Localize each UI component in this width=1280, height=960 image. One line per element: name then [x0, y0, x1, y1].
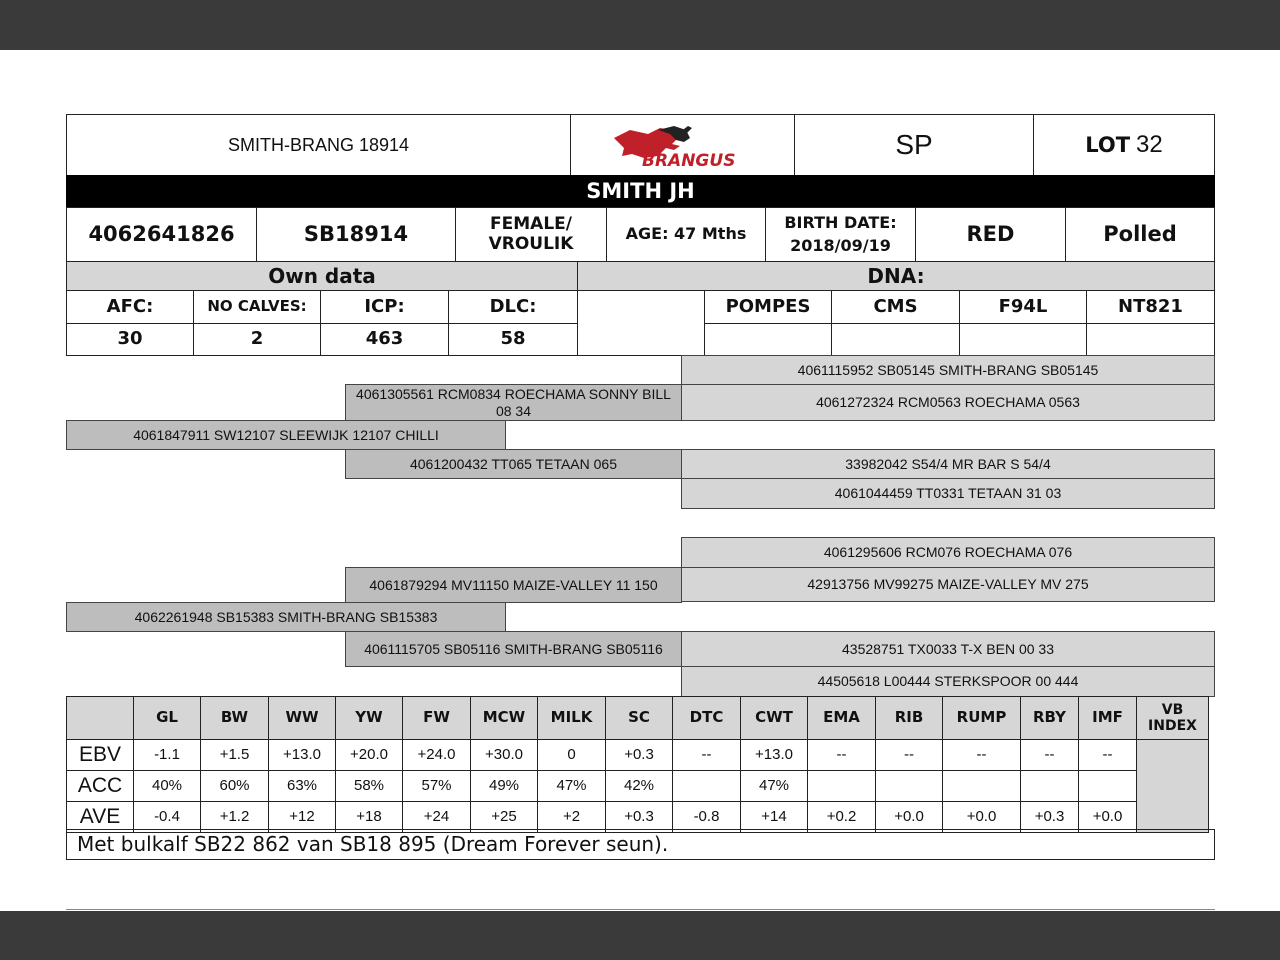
- horn-status: Polled: [1065, 207, 1215, 262]
- ebv-cell: 42%: [605, 770, 673, 802]
- birth-date-cell: [765, 207, 916, 262]
- ebv-header-cwt: CWT: [740, 696, 808, 740]
- ebv-header-ema: EMA: [807, 696, 876, 740]
- pedigree-sire: 4061847911 SW12107 SLEEWIJK 12107 CHILLI: [66, 420, 506, 450]
- ebv-cell: -0.4: [133, 801, 201, 833]
- dna-header-nt821: NT821: [1086, 290, 1215, 324]
- ebv-header-yw: YW: [335, 696, 403, 740]
- dna-blank: [577, 290, 705, 356]
- pedigree-sire-sire: 4061305561 RCM0834 ROECHAMA SONNY BILL 08 34: [345, 384, 682, 421]
- ebv-cell: 47%: [740, 770, 808, 802]
- bottom-bar: [0, 911, 1280, 960]
- sp-code: SP: [794, 114, 1034, 176]
- ebv-cell: 40%: [133, 770, 201, 802]
- ebv-cell: +2: [537, 801, 606, 833]
- ebv-header-imf: IMF: [1078, 696, 1137, 740]
- ebv-row-label: ACC: [66, 770, 134, 802]
- ebv-cell: +13.0: [268, 739, 336, 771]
- age: AGE: 47 Mths: [606, 207, 766, 262]
- own-value-icp: 463: [320, 323, 449, 356]
- lot-box: [1033, 114, 1215, 176]
- ebv-header-fw: FW: [402, 696, 471, 740]
- top-bar: [0, 0, 1280, 50]
- dna-value-f94l: [959, 323, 1087, 356]
- own-header-calves: NO CALVES:: [193, 290, 321, 324]
- bottom-rule: [66, 909, 1215, 910]
- animal-name: SMITH-BRANG 18914: [66, 114, 571, 176]
- id-number: 4062641826: [66, 207, 257, 262]
- own-header-dlc: DLC:: [448, 290, 578, 324]
- ebv-cell: +0.3: [605, 801, 673, 833]
- pedigree-dds: 43528751 TX0033 T-X BEN 00 33: [681, 631, 1215, 667]
- ebv-cell: 60%: [200, 770, 269, 802]
- ebv-cell: [672, 770, 741, 802]
- ebv-cell: --: [672, 739, 741, 771]
- own-header-afc: AFC:: [66, 290, 194, 324]
- logo-text: BRANGUS: [641, 151, 735, 170]
- pedigree-dsd: 42913756 MV99275 MAIZE-VALLEY MV 275: [681, 567, 1215, 602]
- dna-value-nt821: [1086, 323, 1215, 356]
- ebv-header-rump: RUMP: [942, 696, 1021, 740]
- own-header-icp: ICP:: [320, 290, 449, 324]
- pedigree-ddd: 44505618 L00444 STERKSPOOR 00 444: [681, 666, 1215, 697]
- breeder-banner: SMITH JH: [66, 175, 1215, 208]
- pedigree-ssd: 4061272324 RCM0563 ROECHAMA 0563: [681, 384, 1215, 421]
- ebv-header-bw: BW: [200, 696, 269, 740]
- ebv-cell: 49%: [470, 770, 538, 802]
- ebv-header-milk: MILK: [537, 696, 606, 740]
- pedigree-sss: 4061115952 SB05145 SMITH-BRANG SB05145: [681, 355, 1215, 385]
- ebv-cell: [807, 770, 876, 802]
- pedigree-sds: 33982042 S54/4 MR BAR S 54/4: [681, 449, 1215, 479]
- ebv-cell: 58%: [335, 770, 403, 802]
- ebv-cell: [1020, 770, 1079, 802]
- own-value-dlc: 58: [448, 323, 578, 356]
- ebv-cell: +0.2: [807, 801, 876, 833]
- birth-date: 2018/09/19: [790, 235, 891, 255]
- sex: FEMALE/ VROULIK: [455, 207, 607, 262]
- brangus-logo: [570, 114, 795, 176]
- ebv-cell: --: [1020, 739, 1079, 771]
- ebv-cell: +30.0: [470, 739, 538, 771]
- ebv-cell: +0.0: [1078, 801, 1137, 833]
- herd-code: SB18914: [256, 207, 456, 262]
- own-value-calves: 2: [193, 323, 321, 356]
- ebv-cell: +14: [740, 801, 808, 833]
- ebv-header-dtc: DTC: [672, 696, 741, 740]
- note: Met bulkalf SB22 862 van SB18 895 (Dream Forever seun).: [66, 829, 1215, 860]
- ebv-header-sc: SC: [605, 696, 673, 740]
- ebv-cell: +1.5: [200, 739, 269, 771]
- ebv-cell: +24: [402, 801, 471, 833]
- pedigree-sire-dam: 4061200432 TT065 TETAAN 065: [345, 449, 682, 479]
- ebv-cell: +0.3: [1020, 801, 1079, 833]
- ebv-cell: 47%: [537, 770, 606, 802]
- ebv-header-vb-index: VB INDEX: [1136, 696, 1209, 740]
- own-value-afc: 30: [66, 323, 194, 356]
- ebv-cell: +20.0: [335, 739, 403, 771]
- ebv-header-ww: WW: [268, 696, 336, 740]
- ebv-header-mcw: MCW: [470, 696, 538, 740]
- dna-value-cms: [831, 323, 960, 356]
- ebv-cell: -0.8: [672, 801, 741, 833]
- ebv-cell: +12: [268, 801, 336, 833]
- ebv-cell: -1.1: [133, 739, 201, 771]
- ebv-cell: +0.0: [942, 801, 1021, 833]
- ebv-cell: [942, 770, 1021, 802]
- ebv-header-gl: GL: [133, 696, 201, 740]
- pedigree-dam-sire: 4061879294 MV11150 MAIZE-VALLEY 11 150: [345, 567, 682, 603]
- ebv-cell: [1078, 770, 1137, 802]
- ebv-cell: --: [875, 739, 943, 771]
- ebv-cell: --: [1078, 739, 1137, 771]
- pedigree-dss: 4061295606 RCM076 ROECHAMA 076: [681, 537, 1215, 568]
- ebv-cell: 63%: [268, 770, 336, 802]
- dna-header-cms: CMS: [831, 290, 960, 324]
- bull-logo-icon: [608, 120, 758, 170]
- ebv-cell: 0: [537, 739, 606, 771]
- ebv-cell: +13.0: [740, 739, 808, 771]
- ebv-cell: +25: [470, 801, 538, 833]
- ebv-cell: [875, 770, 943, 802]
- lot-number: 32: [1136, 131, 1163, 159]
- ebv-cell: 57%: [402, 770, 471, 802]
- ebv-cell: +0.3: [605, 739, 673, 771]
- birth-date-label: BIRTH DATE:: [784, 213, 897, 233]
- ebv-row-label: AVE: [66, 801, 134, 833]
- ebv-cell: +0.0: [875, 801, 943, 833]
- ebv-cell: --: [807, 739, 876, 771]
- colour: RED: [915, 207, 1066, 262]
- lot-label: LOT: [1085, 132, 1131, 157]
- ebv-header-rby: RBY: [1020, 696, 1079, 740]
- ebv-cell: +24.0: [402, 739, 471, 771]
- dna-header-pompes: POMPES: [704, 290, 832, 324]
- ebv-header-rib: RIB: [875, 696, 943, 740]
- ebv-cell: +1.2: [200, 801, 269, 833]
- vb-index-value: [1136, 739, 1209, 833]
- pedigree-sdd: 4061044459 TT0331 TETAAN 31 03: [681, 478, 1215, 509]
- own-data-title: Own data: [66, 261, 578, 291]
- dna-header-f94l: F94L: [959, 290, 1087, 324]
- dna-value-pompes: [704, 323, 832, 356]
- ebv-row-label: EBV: [66, 739, 134, 771]
- ebv-header-corner: [66, 696, 134, 740]
- pedigree-dam: 4062261948 SB15383 SMITH-BRANG SB15383: [66, 602, 506, 632]
- dna-title: DNA:: [577, 261, 1215, 291]
- pedigree-dam-dam: 4061115705 SB05116 SMITH-BRANG SB05116: [345, 631, 682, 667]
- ebv-cell: +18: [335, 801, 403, 833]
- ebv-cell: --: [942, 739, 1021, 771]
